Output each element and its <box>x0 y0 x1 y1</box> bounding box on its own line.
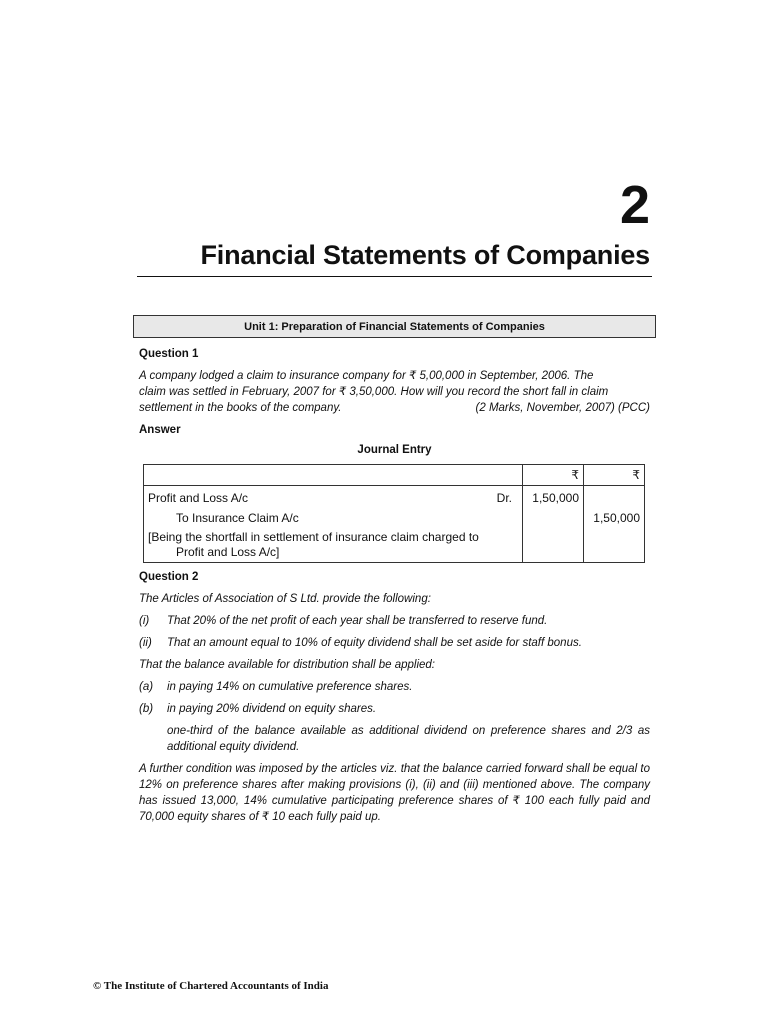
list-item <box>139 701 650 717</box>
credit-line <box>148 508 518 528</box>
unit-heading: Unit 1: Preparation of Financial Statements of Companies <box>244 320 545 333</box>
one-third-text: one-third of the balance available as additional dividend on preference shares and 2/3 as additional equity dividend. <box>167 725 650 753</box>
credit-account: To Insurance Claim A/c <box>176 511 299 525</box>
header-debit-currency: ₹ <box>523 465 584 486</box>
debit-amount: 1,50,000 <box>532 491 579 505</box>
list-item <box>139 679 650 695</box>
list-text: That 20% of the net profit of each year shall be transferred to reserve fund. <box>167 615 548 627</box>
list-text: That an amount equal to 10% of equity dividend shall be set aside for staff bonus. <box>167 637 582 649</box>
narration <box>148 528 518 560</box>
document-body <box>139 346 650 825</box>
debit-account: Profit and Loss A/c <box>148 491 249 505</box>
header-credit-currency: ₹ <box>584 465 645 486</box>
question-2-heading: Question 2 <box>139 571 199 583</box>
chapter-number: 2 <box>619 175 650 235</box>
table-header-row <box>144 465 645 486</box>
credit-amount: 1,50,000 <box>593 511 640 525</box>
list-text: in paying 14% on cumulative preference shares. <box>167 681 413 693</box>
answer-heading: Answer <box>139 424 181 436</box>
list-item <box>139 635 650 651</box>
one-third-item <box>139 723 650 755</box>
narration-line-2: Profit and Loss A/c] <box>176 545 280 559</box>
journal-title: Journal Entry <box>357 444 432 456</box>
question-1-marks: (2 Marks, November, 2007) (PCC) <box>475 402 650 414</box>
header-particulars <box>144 465 523 486</box>
dr-label: Dr. <box>496 491 512 505</box>
list-marker: (a) <box>139 681 154 693</box>
unit-heading-box <box>133 315 656 338</box>
title-divider <box>137 276 652 277</box>
narration-line-1: [Being the shortfall in settlement of insurance claim charged to <box>148 530 479 544</box>
debit-amount-cell <box>523 486 584 563</box>
list-marker: (ii) <box>139 637 152 649</box>
question-1-line-3 <box>139 400 650 416</box>
debit-line <box>148 488 518 508</box>
balance-line: That the balance available for distribution shall be applied: <box>139 659 435 671</box>
particulars-cell <box>144 486 523 563</box>
journal-entry-table <box>143 464 645 563</box>
list-marker: (b) <box>139 703 154 715</box>
credit-amount-cell <box>584 486 645 563</box>
question-1-line-3-text: settlement in the books of the company. <box>139 402 342 414</box>
list-text: in paying 20% dividend on equity shares. <box>167 703 377 715</box>
list-marker: (i) <box>139 615 150 627</box>
further-condition: A further condition was imposed by the articles viz. that the balance carried forward shall be equal to 12% on preference shares after making provisions (i), (ii) and (iii) mentioned above. The company has issued 13,000, 14% cumulative participating preference shares of ₹ 100 each fully paid and 70,000 equity shares of ₹ 10 each fully paid up. <box>139 763 650 823</box>
list-item <box>139 613 650 629</box>
question-1-line-2: claim was settled in February, 2007 for ₹ 3,50,000. How will you record the short fall in claim <box>139 386 609 398</box>
copyright-footer: © The Institute of Chartered Accountants of India <box>93 980 329 992</box>
question-1-heading: Question 1 <box>139 348 199 360</box>
chapter-title: Financial Statements of Companies <box>200 240 650 270</box>
question-2-intro: The Articles of Association of S Ltd. provide the following: <box>139 593 431 605</box>
table-row <box>144 486 645 563</box>
question-1-line-1: A company lodged a claim to insurance company for ₹ 5,00,000 in September, 2006. The <box>139 370 594 382</box>
